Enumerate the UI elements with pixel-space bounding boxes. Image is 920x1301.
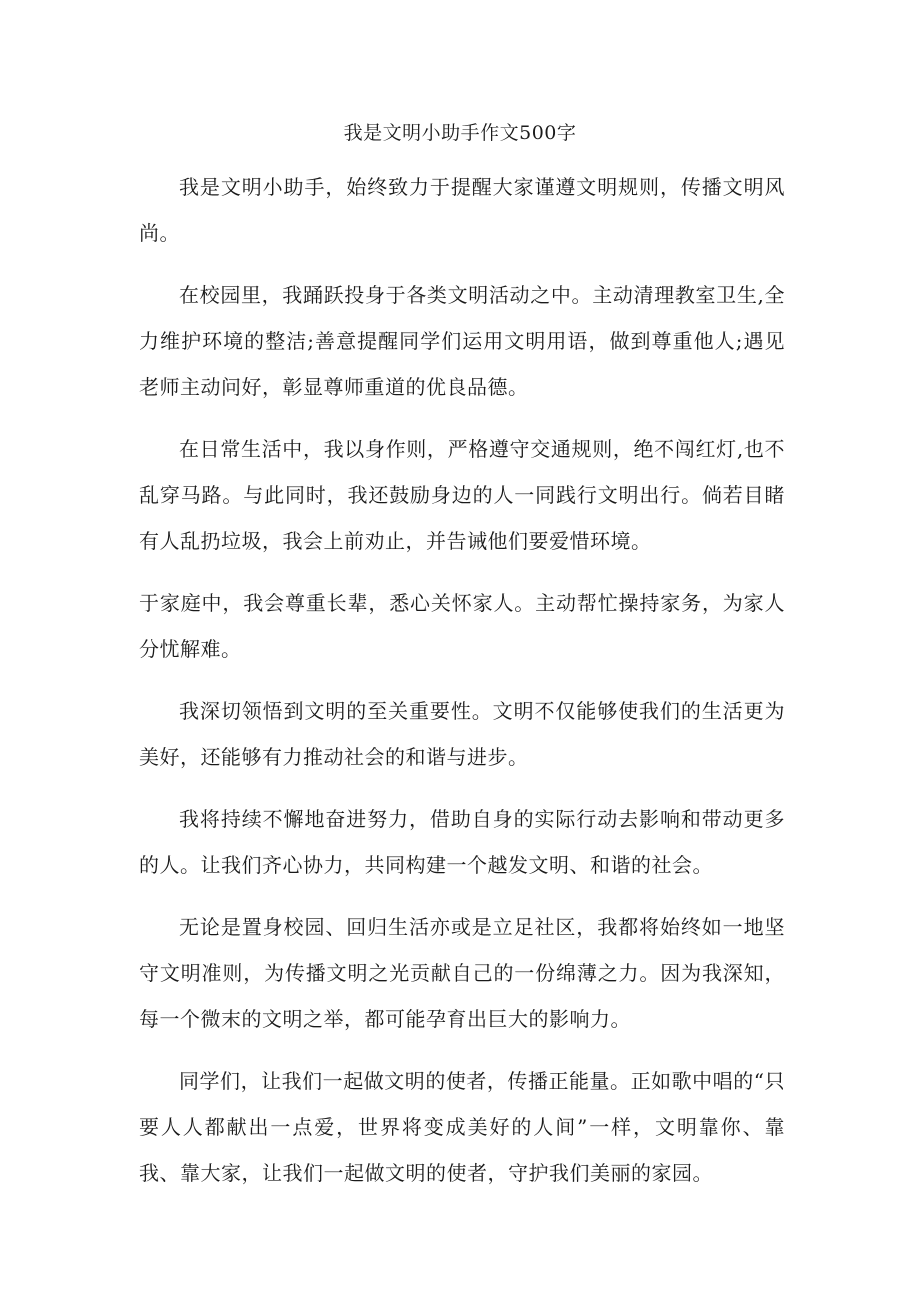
paragraph-8: 同学们，让我们一起做文明的使者，传播正能量。正如歌中唱的“只要人人都献出一点爱，世界将变成美好的人间”一样，文明靠你、靠我、靠大家，让我们一起做文明的使者，守护我们美丽的家园。 bbox=[139, 1069, 785, 1185]
paragraph-4: 于家庭中，我会尊重长辈，悉心关怀家人。主动帮忙操持家务，为家人分忧解难。 bbox=[139, 591, 785, 661]
paragraph-2: 在校园里，我踊跃投身于各类文明活动之中。主动清理教室卫生,全力维护环境的整洁;善意提醒同学们运用文明用语，做到尊重他人;遇见老师主动问好，彰显尊师重道的优良品德。 bbox=[139, 283, 785, 399]
paragraph-6: 我将持续不懈地奋进努力，借助自身的实际行动去影响和带动更多的人。让我们齐心协力，共同构建一个越发文明、和谐的社会。 bbox=[139, 807, 785, 877]
paragraph-1: 我是文明小助手，始终致力于提醒大家谨遵文明规则，传播文明风尚。 bbox=[139, 175, 785, 245]
paragraph-3: 在日常生活中，我以身作则，严格遵守交通规则，绝不闯红灯,也不乱穿马路。与此同时，我还鼓励身边的人一同践行文明出行。倘若目睹有人乱扔垃圾，我会上前劝止，并告诫他们要爱惜环境。 bbox=[139, 437, 785, 553]
paragraph-5: 我深切领悟到文明的至关重要性。文明不仅能够使我们的生活更为美好，还能够有力推动社会的和谐与进步。 bbox=[139, 699, 785, 769]
paragraph-7: 无论是置身校园、回归生活亦或是立足社区，我都将始终如一地坚守文明准则，为传播文明之光贡献自己的一份绵薄之力。因为我深知，每一个微末的文明之举，都可能孕育出巨大的影响力。 bbox=[139, 915, 785, 1031]
document-body bbox=[139, 164, 785, 1212]
document-title: 我是文明小助手作文500字 bbox=[343, 122, 577, 144]
